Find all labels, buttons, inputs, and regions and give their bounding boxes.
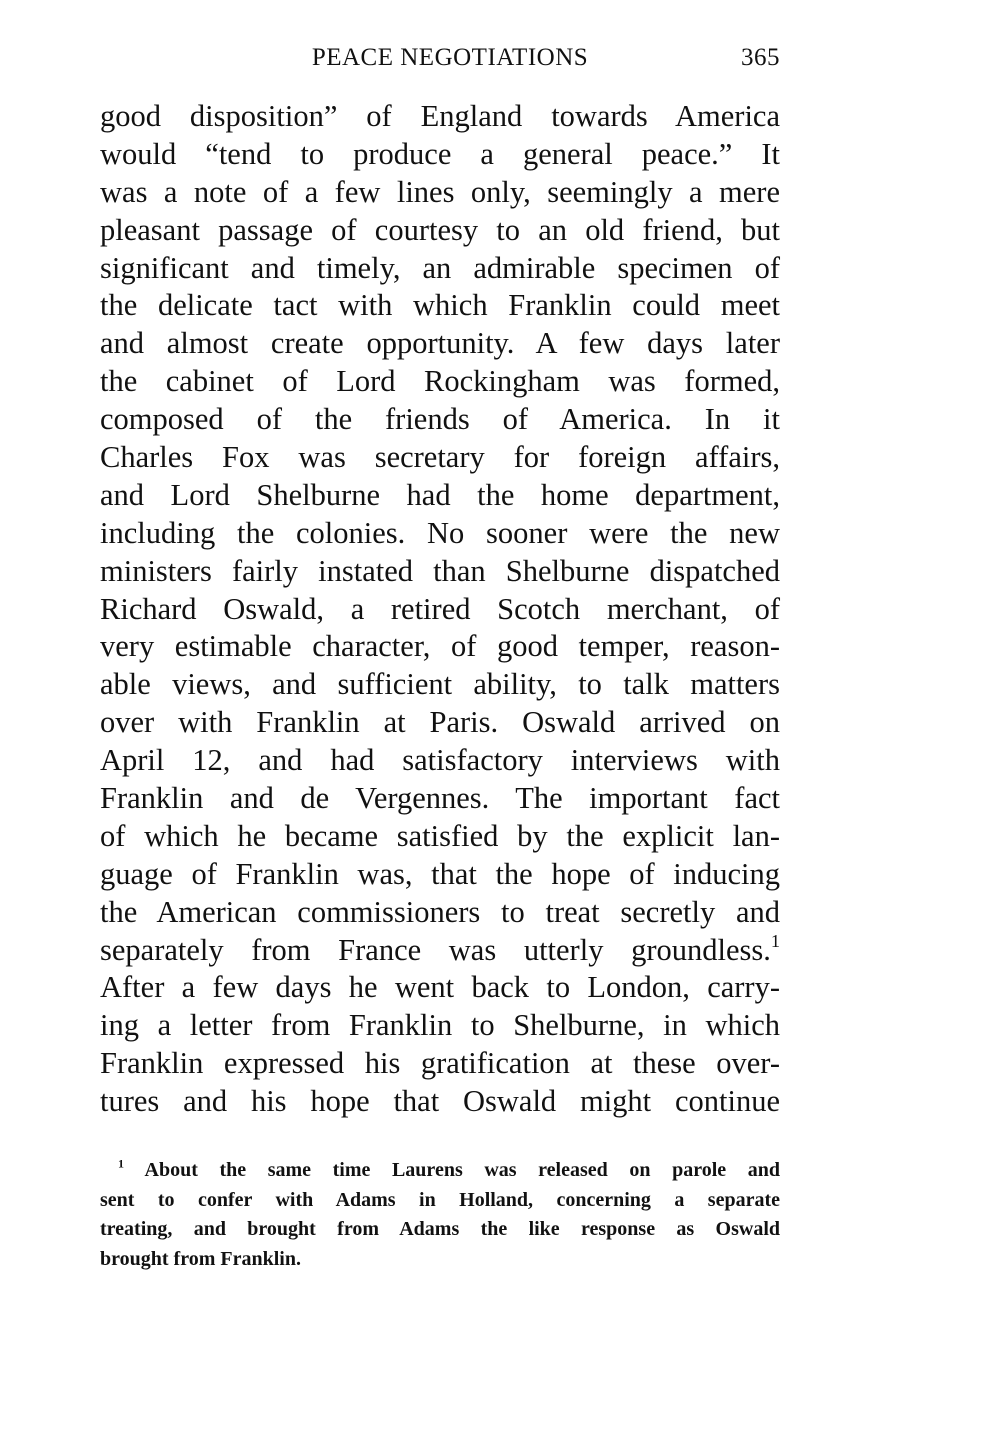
body-line bbox=[100, 969, 780, 1007]
body-line-text: After a few days he went back to London, carry- bbox=[100, 970, 780, 1005]
body-line-text: the delicate tact with which Franklin could meet bbox=[100, 288, 780, 323]
body-line-text: separately from France was utterly groundless. bbox=[100, 932, 771, 967]
footnote-line-text: About the same time Laurens was released on parole and bbox=[144, 1159, 780, 1181]
footnote-line-text: brought from Franklin. bbox=[100, 1247, 301, 1270]
body-line bbox=[100, 212, 780, 250]
body-line bbox=[100, 856, 780, 894]
body-line-text: Charles Fox was secretary for foreign affairs, bbox=[100, 440, 780, 475]
body-line-text: Richard Oswald, a retired Scotch merchant, of bbox=[100, 591, 780, 626]
body-line bbox=[100, 666, 780, 704]
body-line bbox=[100, 704, 780, 742]
body-line bbox=[100, 287, 780, 325]
body-line-text: good disposition” of England towards America bbox=[100, 99, 780, 133]
footnote-line bbox=[100, 1215, 780, 1245]
body-line bbox=[100, 818, 780, 856]
footnote-line bbox=[100, 1245, 780, 1275]
body-line-text: was a note of a few lines only, seemingly a mere bbox=[100, 174, 780, 209]
body-line-text: over with Franklin at Paris. Oswald arrived on bbox=[100, 705, 780, 740]
body-line-text: ministers fairly instated than Shelburne dispatched bbox=[100, 553, 780, 588]
body-line bbox=[100, 515, 780, 553]
footnote-marker: 1 bbox=[118, 1156, 124, 1171]
body-line bbox=[100, 742, 780, 780]
footnote-line bbox=[100, 1186, 780, 1216]
body-line-text: able views, and sufficient ability, to talk matters bbox=[100, 667, 780, 702]
body-line bbox=[100, 401, 780, 439]
body-line-text: very estimable character, of good temper, reason- bbox=[100, 629, 780, 664]
body-line bbox=[100, 932, 780, 970]
body-line bbox=[100, 325, 780, 363]
body-line-text: guage of Franklin was, that the hope of inducing bbox=[100, 856, 780, 891]
body-line bbox=[100, 553, 780, 591]
body-line-text: Franklin expressed his gratification at these over- bbox=[100, 1046, 780, 1081]
body-line-text: pleasant passage of courtesy to an old friend, but bbox=[100, 212, 780, 247]
footnote bbox=[100, 1156, 780, 1274]
body-line bbox=[100, 439, 780, 477]
body-line-text: and almost create opportunity. A few days later bbox=[100, 326, 780, 361]
page-header bbox=[100, 44, 780, 80]
running-title: PEACE NEGOTIATIONS bbox=[311, 44, 589, 71]
body-line-text: Franklin and de Vergennes. The important fact bbox=[100, 781, 780, 816]
body-line bbox=[100, 780, 780, 818]
body-line-text: significant and timely, an admirable specimen of bbox=[100, 250, 780, 285]
body-line bbox=[100, 1083, 780, 1121]
body-line bbox=[100, 98, 780, 136]
page-number: 365 bbox=[741, 44, 780, 71]
body-line-text: tures and his hope that Oswald might continue bbox=[100, 1084, 780, 1119]
body-line bbox=[100, 250, 780, 288]
footnote-line bbox=[100, 1156, 780, 1186]
body-line bbox=[100, 174, 780, 212]
body-line-text: of which he became satisfied by the explicit lan- bbox=[100, 818, 780, 853]
body-line bbox=[100, 136, 780, 174]
body-line-text: ing a letter from Franklin to Shelburne, in which bbox=[100, 1008, 780, 1043]
body-line-text: including the colonies. No sooner were the new bbox=[100, 515, 780, 550]
body-line bbox=[100, 591, 780, 629]
body-line-text: the American commissioners to treat secretly and bbox=[100, 894, 780, 929]
body-line-text: would “tend to produce a general peace.” It bbox=[100, 136, 780, 171]
footnote-line-text: sent to confer with Adams in Holland, concerning a separate bbox=[100, 1188, 780, 1211]
footnote-reference: 1 bbox=[770, 930, 780, 951]
body-line-text: the cabinet of Lord Rockingham was formed, bbox=[100, 364, 780, 399]
body-line bbox=[100, 477, 780, 515]
body-text bbox=[100, 98, 780, 1121]
body-line-text: composed of the friends of America. In it bbox=[100, 402, 780, 437]
body-line bbox=[100, 363, 780, 401]
body-line bbox=[100, 1007, 780, 1045]
body-line bbox=[100, 1045, 780, 1083]
body-line-text: April 12, and had satisfactory interviews with bbox=[100, 743, 780, 778]
body-line bbox=[100, 628, 780, 666]
footnote-line-text: treating, and brought from Adams the like response as Oswald bbox=[100, 1218, 780, 1240]
body-line bbox=[100, 894, 780, 932]
body-line-text: and Lord Shelburne had the home department, bbox=[100, 477, 780, 512]
